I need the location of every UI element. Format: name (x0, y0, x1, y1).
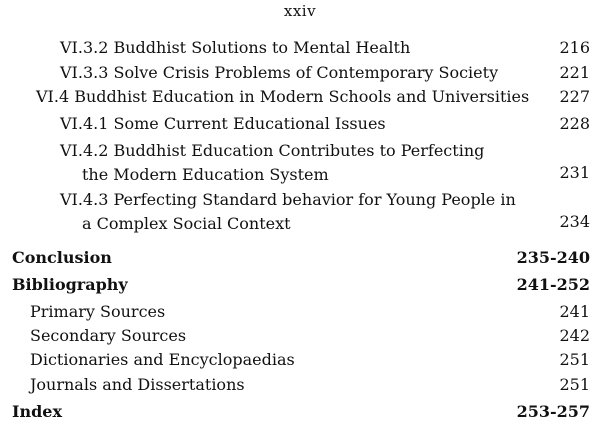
toc-entry-title-line: VI.4 Buddhist Education in Modern Schools and Universities (36, 87, 530, 106)
toc-entry-title (30, 326, 186, 346)
page-number: xxiv (283, 2, 317, 20)
toc-entry-pages: 242 (559, 326, 590, 345)
toc-entry-title-line: VI.3.3 Solve Crisis Problems of Contemporary Society (60, 63, 499, 82)
toc-entry-title (60, 38, 410, 58)
toc-entry-title (30, 375, 245, 395)
toc-entry-title-line: Conclusion (12, 248, 112, 267)
toc-entry-title (30, 350, 295, 370)
toc-entry-title-line: Index (12, 402, 63, 421)
toc-entry-title (60, 63, 498, 83)
toc-entry-title (12, 402, 62, 422)
toc-entry-pages: 241 (559, 302, 590, 321)
toc-entry-title-line: Primary Sources (30, 302, 166, 321)
toc-entry-title (60, 188, 516, 236)
toc-entry-title-line: VI.4.2 Buddhist Education Contributes to Perfecting (60, 141, 485, 160)
toc-entry-title (36, 87, 529, 107)
toc-entry-pages: 253-257 (516, 402, 590, 421)
toc-entry-title (30, 302, 165, 322)
toc-entry-title-line: a Complex Social Context (82, 214, 291, 233)
toc-entry-pages: 234 (559, 212, 590, 231)
toc-entry-pages: 221 (559, 63, 590, 82)
toc-entry-title-line: VI.3.2 Buddhist Solutions to Mental Health (60, 38, 411, 57)
toc-entry-title-line: the Modern Education System (82, 165, 329, 184)
toc-entry-title (60, 114, 386, 134)
toc-entry-title (60, 139, 484, 187)
toc-entry-pages: 241-252 (516, 275, 590, 294)
toc-entry-pages: 231 (559, 163, 590, 182)
toc-entry-title-line: Bibliography (12, 275, 128, 294)
toc-entry-title-line: Dictionaries and Encyclopaedias (30, 350, 295, 369)
toc-entry-title-line: VI.4.3 Perfecting Standard behavior for Young People in (60, 190, 516, 209)
toc-entry-pages: 235-240 (516, 248, 590, 267)
toc-entry-title-line: Journals and Dissertations (30, 375, 245, 394)
toc-entry-title-line: Secondary Sources (30, 326, 187, 345)
toc-entry-pages: 227 (559, 87, 590, 106)
toc-entry-title (12, 248, 112, 268)
toc-entry-title-line: VI.4.1 Some Current Educational Issues (60, 114, 386, 133)
toc-entry-pages: 251 (559, 375, 590, 394)
toc-entry-pages: 216 (559, 38, 590, 57)
toc-entry-pages: 228 (559, 114, 590, 133)
toc-entry-pages: 251 (559, 350, 590, 369)
toc-entry-title (12, 275, 128, 295)
